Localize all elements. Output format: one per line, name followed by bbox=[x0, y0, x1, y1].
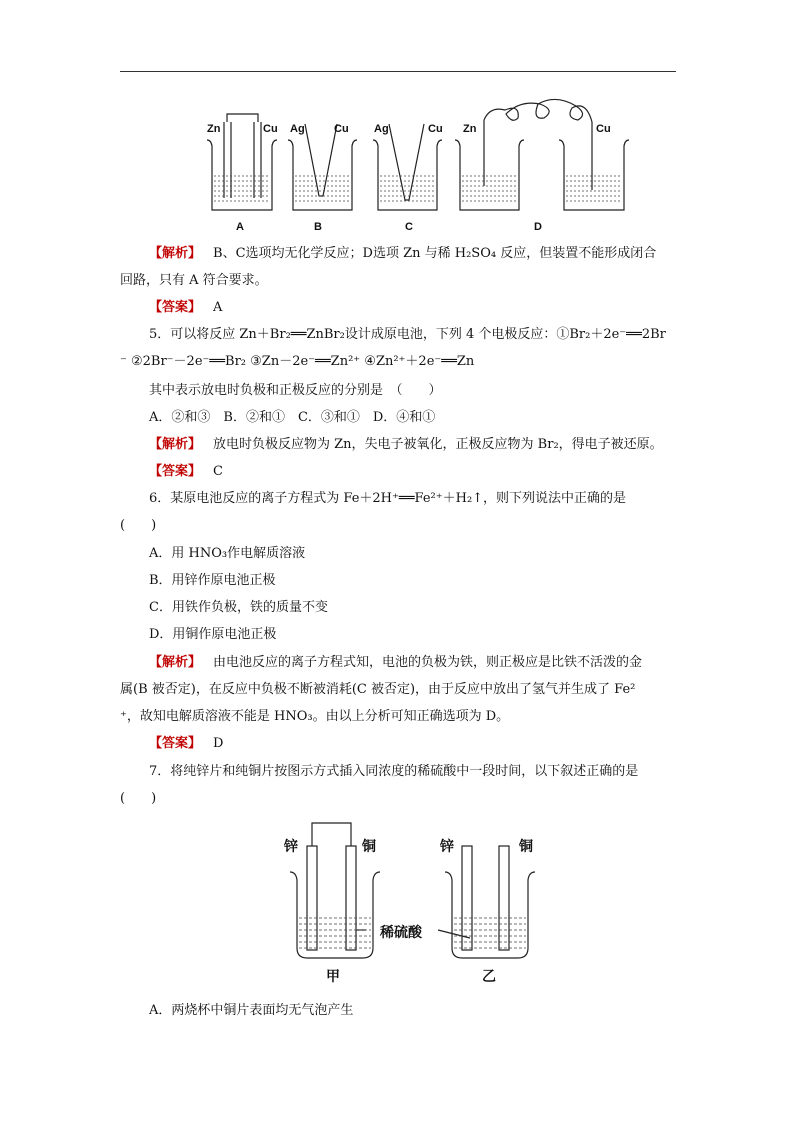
answer-tag: 【答案】 bbox=[149, 736, 202, 751]
analysis-tag: 【解析】 bbox=[149, 655, 202, 670]
q6-answer bbox=[149, 735, 223, 753]
q6-analysis-line-3: ⁺，故知电解质溶液不能是 HNO₃。由以上分析可知正确选项为 D。 bbox=[120, 709, 510, 724]
caption-c: C bbox=[405, 221, 413, 233]
label-acid: 稀硫酸 bbox=[380, 925, 422, 941]
q6-option-d: D．用铜作原电池正极 bbox=[149, 627, 277, 642]
answer-tag: 【答案】 bbox=[149, 464, 202, 479]
q5-stem-line-1: 5．可以将反应 Zn＋Br₂══ZnBr₂设计成原电池，下列 4 个电极反应：①Br₂＋2e⁻══2Br bbox=[149, 327, 666, 342]
label-a-right: Cu bbox=[263, 123, 278, 135]
label-b-left: Ag bbox=[290, 123, 305, 135]
q5-stem-line-2: ⁻ ②2Br⁻－2e⁻══Br₂ ③Zn－2e⁻══Zn²⁺ ④Zn²⁺＋2e⁻══Zn bbox=[120, 354, 475, 369]
q4-answer bbox=[149, 299, 222, 317]
label-c-right: Cu bbox=[428, 123, 443, 135]
label-copper-1: 铜 bbox=[362, 839, 376, 855]
q5-stem-line-3: 其中表示放电时负极和正极反应的分别是 （ ） bbox=[149, 383, 442, 398]
q7-stem-line-1: 7．将纯锌片和纯铜片按图示方式插入同浓度的稀硫酸中一段时间，以下叙述正确的是 bbox=[149, 764, 639, 779]
label-zinc-2: 锌 bbox=[440, 839, 454, 855]
q4-analysis-text-1: B、C选项均无化学反应；D选项 Zn 与稀 H₂SO₄ 反应，但装置不能形成闭合 bbox=[213, 246, 657, 261]
q6-option-b: B．用锌作原电池正极 bbox=[149, 573, 276, 588]
label-b-right: Cu bbox=[334, 123, 349, 135]
analysis-tag: 【解析】 bbox=[149, 246, 202, 261]
q6-stem-line-1: 6．某原电池反应的离子方程式为 Fe＋2H⁺══Fe²⁺＋H₂↑，则下列说法中正确的是 bbox=[149, 491, 627, 506]
analysis-tag: 【解析】 bbox=[149, 437, 202, 452]
label-copper-2: 铜 bbox=[519, 839, 533, 855]
label-beaker-1: 甲 bbox=[326, 969, 340, 985]
q6-analysis-line-1 bbox=[149, 654, 642, 672]
caption-d: D bbox=[534, 221, 542, 233]
label-zinc-1: 锌 bbox=[284, 839, 298, 855]
label-d-left: Zn bbox=[463, 123, 477, 135]
q7-stem-line-2: ( ) bbox=[120, 791, 157, 806]
label-a-left: Zn bbox=[207, 123, 221, 135]
label-d-right: Cu bbox=[596, 123, 611, 135]
caption-a: A bbox=[236, 221, 244, 233]
q4-analysis-line-2: 回路，只有 A 符合要求。 bbox=[120, 273, 268, 288]
q5-answer-value: C bbox=[213, 464, 223, 479]
q5-options: A．②和③ B．②和① C．③和① D．④和① bbox=[149, 410, 436, 425]
q6-analysis-text-1: 由电池反应的离子方程式知，电池的负极为铁，则正极应是比铁不活泼的金 bbox=[213, 655, 643, 670]
q6-stem-line-2: ( ) bbox=[120, 518, 157, 533]
answer-tag: 【答案】 bbox=[149, 300, 202, 315]
label-c-left: Ag bbox=[374, 123, 389, 135]
q7-option-a: A．两烧杯中铜片表面均无气泡产生 bbox=[149, 1003, 354, 1018]
caption-b: B bbox=[314, 221, 322, 233]
q5-answer bbox=[149, 463, 223, 481]
q4-answer-value: A bbox=[213, 300, 223, 315]
label-beaker-2: 乙 bbox=[482, 969, 496, 985]
q5-analysis bbox=[149, 436, 663, 454]
q4-analysis-line-1 bbox=[149, 245, 656, 263]
q6-option-c: C．用铁作负极，铁的质量不变 bbox=[149, 600, 328, 615]
q6-analysis-line-2: 属(B 被否定)，在反应中负极不断被消耗(C 被否定)，由于反应中放出了氢气并生成了 Fe² bbox=[120, 682, 636, 697]
q5-analysis-text: 放电时负极反应物为 Zn，失电子被氧化，正极反应物为 Br₂，得电子被还原。 bbox=[213, 437, 663, 452]
q6-answer-value: D bbox=[213, 736, 224, 751]
q6-option-a: A．用 HNO₃作电解质溶液 bbox=[149, 546, 306, 561]
